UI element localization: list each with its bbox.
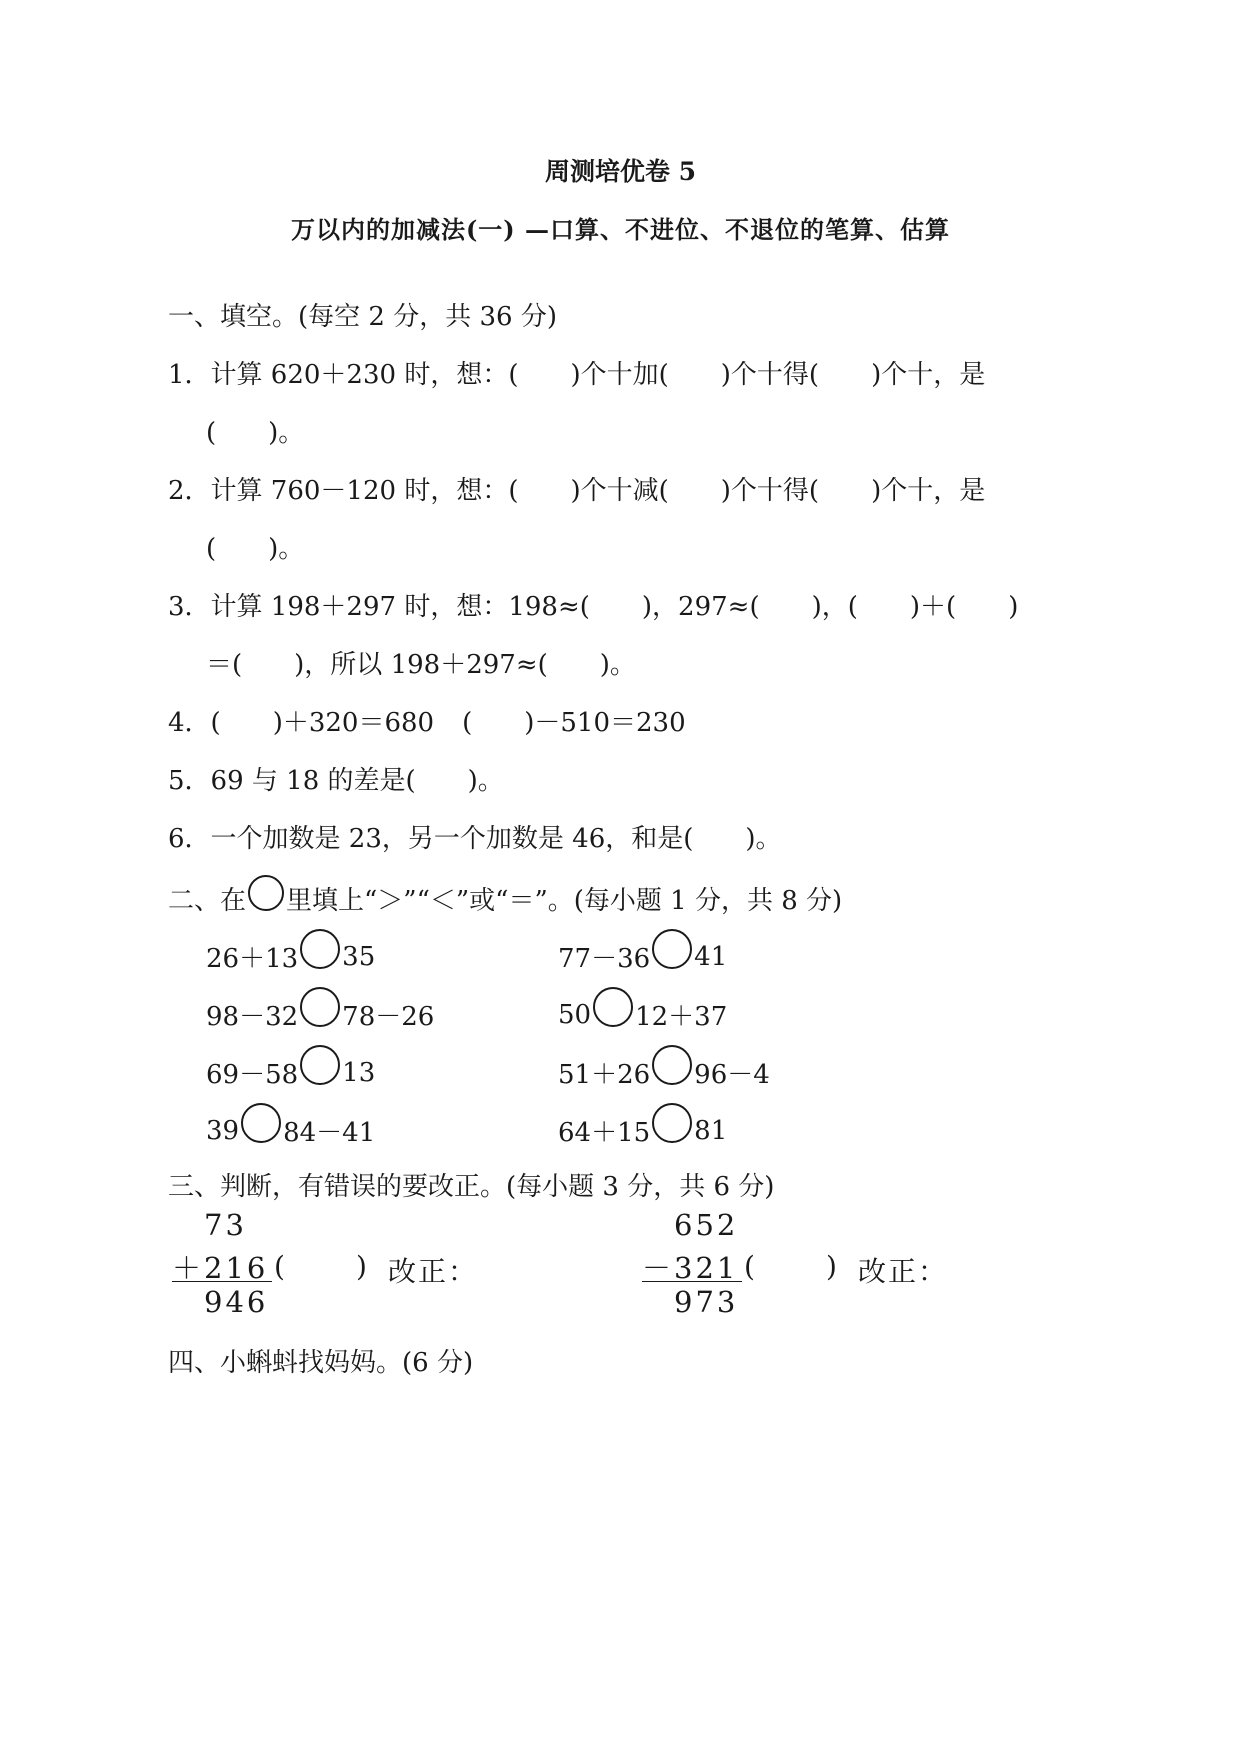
q3-text-e: ) [1008, 592, 1019, 622]
compare-left: 51＋26 [558, 1060, 651, 1090]
section-2-heading-pre: 二、在 [168, 886, 247, 916]
compare-left: 50 [558, 999, 592, 1030]
vertical-result: 946 [204, 1285, 269, 1319]
q2-text-e: ( [206, 534, 217, 564]
judge-paren-open: ( [744, 1250, 755, 1283]
q1-text-e: ( [206, 418, 217, 448]
q3-text-f: ＝( [206, 650, 243, 680]
question-2-line-1 [168, 470, 985, 507]
section-2-heading-post: 里填上“＞”“＜”或“＝”。(每小题 1 分，共 8 分) [286, 886, 843, 916]
compare-right: 81 [694, 1115, 728, 1146]
compare-item-6 [558, 1054, 770, 1091]
question-3-line-2 [206, 644, 636, 681]
q3-text-d: )＋( [909, 592, 957, 622]
answer-circle[interactable] [300, 929, 340, 969]
q5-text-a: 5．69 与 18 的差是( [168, 766, 416, 796]
q2-text-f: )。 [268, 534, 305, 564]
q3-text-h: )。 [599, 650, 636, 680]
question-1-line-2 [206, 412, 304, 449]
q6-text-a: 6．一个加数是 23，另一个加数是 46，和是( [168, 824, 694, 854]
compare-right: 35 [342, 941, 376, 972]
judge-paren-close: ) [826, 1250, 837, 1283]
compare-left: 98－32 [206, 1002, 299, 1032]
vertical-operand: －321 [642, 1251, 739, 1285]
question-1-line-1 [168, 354, 985, 391]
q1-text-f: )。 [268, 418, 305, 448]
compare-left: 69－58 [206, 1060, 299, 1090]
q4-text-d: )－510＝230 [524, 708, 686, 738]
compare-left: 26＋13 [206, 944, 299, 974]
fix-label: 改正： [858, 1255, 949, 1288]
q3-text-b: )，297≈( [641, 592, 760, 622]
vertical-top-number: 73 [204, 1208, 247, 1242]
q1-text-c: )个十得( [720, 360, 820, 390]
section-1-heading: 一、填空。(每空 2 分，共 36 分) [168, 302, 557, 332]
page-subtitle: 万以内的加减法(一) —口算、不进位、不退位的笔算、估算 [290, 215, 951, 244]
q1-text-a: 1．计算 620＋230 时，想：( [168, 360, 519, 390]
vertical-divider [642, 1281, 742, 1282]
q1-text-d: )个十，是 [871, 360, 986, 390]
q4-text-b: )＋320＝680 [272, 708, 435, 738]
judge-answer-slot[interactable] [762, 1250, 822, 1284]
q1-text-b: )个十加( [570, 360, 669, 390]
answer-circle[interactable] [652, 1103, 692, 1143]
vertical-top-number: 652 [674, 1208, 739, 1242]
q4-text-a: 4．( [168, 708, 221, 738]
compare-item-7 [206, 1112, 375, 1149]
answer-circle[interactable] [593, 987, 633, 1027]
answer-circle[interactable] [300, 987, 340, 1027]
judge-paren-close: ) [356, 1250, 367, 1283]
compare-item-4 [558, 996, 727, 1033]
answer-circle[interactable] [300, 1045, 340, 1085]
question-5 [168, 760, 504, 797]
answer-circle[interactable] [652, 929, 692, 969]
judge-paren-open: ( [274, 1250, 285, 1283]
compare-item-5 [206, 1054, 375, 1091]
compare-right: 78－26 [342, 1002, 435, 1032]
q2-text-c: )个十得( [720, 476, 820, 506]
q3-text-c: )，( [811, 592, 858, 622]
question-6 [168, 818, 782, 855]
section-3-heading: 三、判断，有错误的要改正。(每小题 3 分，共 6 分) [168, 1172, 775, 1202]
compare-item-2 [558, 938, 727, 975]
vertical-operand: ＋216 [172, 1251, 269, 1285]
q4-text-c: ( [462, 708, 473, 738]
q6-text-b: )。 [745, 824, 782, 854]
q2-text-b: )个十减( [570, 476, 669, 506]
compare-right: 13 [342, 1057, 376, 1088]
section-2-heading [168, 880, 842, 917]
compare-item-1 [206, 938, 375, 975]
q3-text-a: 3．计算 198＋297 时，想：198≈( [168, 592, 590, 622]
vertical-result: 973 [674, 1285, 739, 1319]
q2-text-a: 2．计算 760－120 时，想：( [168, 476, 519, 506]
vertical-divider [172, 1281, 272, 1282]
question-2-line-2 [206, 528, 304, 565]
circle-icon [248, 875, 284, 911]
compare-right: 41 [694, 941, 728, 972]
question-3-line-1 [168, 586, 1018, 623]
compare-left: 77－36 [558, 944, 651, 974]
q5-text-b: )。 [467, 766, 504, 796]
compare-right: 84－41 [283, 1118, 376, 1148]
compare-item-8 [558, 1112, 727, 1149]
answer-circle[interactable] [241, 1103, 281, 1143]
q3-text-g: )，所以 198＋297≈( [294, 650, 548, 680]
compare-right: 12＋37 [635, 1002, 728, 1032]
question-4 [168, 702, 686, 739]
page-title: 周测培优卷 5 [544, 157, 697, 186]
compare-right: 96－4 [694, 1060, 770, 1090]
section-4-heading: 四、小蝌蚪找妈妈。(6 分) [168, 1348, 474, 1378]
q2-text-d: )个十，是 [871, 476, 986, 506]
compare-left: 39 [206, 1115, 240, 1146]
compare-item-3 [206, 996, 434, 1033]
fix-label: 改正： [388, 1255, 479, 1288]
judge-answer-slot[interactable] [292, 1250, 352, 1284]
compare-left: 64＋15 [558, 1118, 651, 1148]
answer-circle[interactable] [652, 1045, 692, 1085]
